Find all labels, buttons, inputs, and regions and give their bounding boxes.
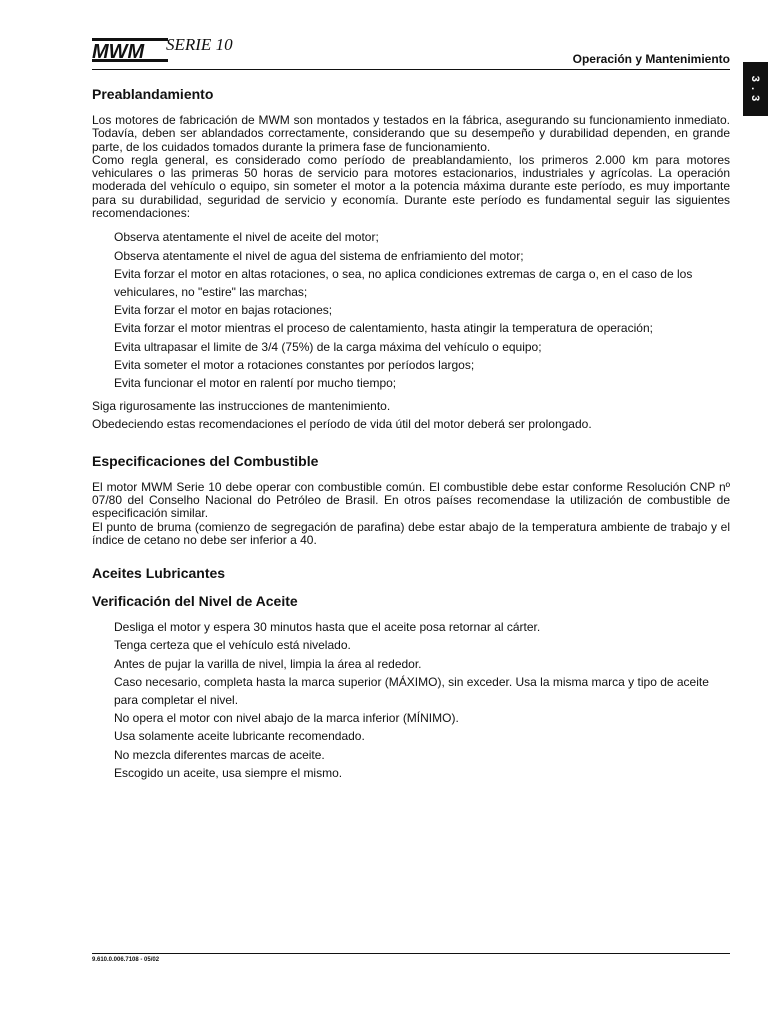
heading-verificacion: Verificación del Nivel de Aceite [92, 593, 298, 610]
list-item: Evita forzar el motor en bajas rotaciones; [114, 303, 333, 318]
list-item: Observa atentamente el nivel de aceite del motor; [114, 230, 379, 245]
list-item: Caso necesario, completa hasta la marca superior (MÁXIMO), sin exceder. Usa la misma marca y tipo de aceite para completar el nivel. [114, 674, 709, 707]
header-divider [92, 69, 730, 70]
preablandamiento-closing [92, 397, 730, 433]
list-item: Evita ultrapasar el limite de 3/4 (75%) de la carga máxima del vehículo o equipo; [114, 339, 542, 354]
list-item: No opera el motor con nivel abajo de la marca inferior (MÍNIMO). [114, 711, 459, 726]
list-item: No mezcla diferentes marcas de aceite. [114, 747, 325, 762]
preablandamiento-list [114, 228, 730, 392]
combustible-body [92, 481, 730, 547]
footer-document-code: 9.610.0.006.7108 - 05/02 [92, 957, 160, 963]
series-text: SERIE 10 [166, 35, 233, 54]
list-item: Evita forzar el motor mientras el proceso de calentamiento, hasta atingir la temperatura de operación; [114, 321, 653, 336]
footer-divider [92, 953, 730, 954]
list-item: Usa solamente aceite lubricante recomendado. [114, 729, 365, 744]
list-item: Desliga el motor y espera 30 minutos hasta que el aceite posa retornar al cárter. [114, 620, 541, 635]
closing-line: Obedeciendo estas recomendaciones el período de vida útil del motor deberá ser prolongado. [92, 417, 592, 432]
heading-preablandamiento: Preablandamiento [92, 86, 214, 102]
section-tab-label: 3 . 3 [749, 75, 762, 103]
section-tab [743, 62, 768, 116]
brand-text: MWM [92, 41, 145, 63]
combustible-paragraph: El motor MWM Serie 10 debe operar con combustible común. El combustible debe estar conforme Resolución CNP nº 07/80 del Conselho Nacional do Petróleo de Brasil. En otros países recomendase la utilización de combustible de especificación similar. [92, 479, 730, 521]
list-item: Evita someter el motor a rotaciones constantes por períodos largos; [114, 357, 475, 372]
preablandamiento-intro: Los motores de fabricación de MWM son montados y testados en la fábrica, asegurando su funcionamiento inmediato. Todavía, deben ser ablandados correctamente, considerando que su desempeño y durabilidad dependen, en grande parte, de los cuidados tomados durante la primera fase de funcionamiento. [92, 113, 730, 154]
heading-combustible: Especificaciones del Combustible [92, 452, 319, 469]
preablandamiento-intro2: Como regla general, es considerado como período de preablandamiento, los primeros 2.000 km para motores vehiculares o las primeras 50 horas de servicio para motores estacionarios, industriales y agrícolas. La operación moderada del vehículo o equipo, sin someter el motor a la potencia máxima durante este período, es muy importante para su durabilidad, seguridad de servicio y economía. Durante este período es fundamental seguir las siguientes recomendaciones: [92, 152, 730, 221]
list-item: Tenga certeza que el vehículo está nivelado. [114, 638, 351, 653]
list-item: Evita forzar el motor en altas rotaciones, o sea, no aplica condiciones extremas de carga o, en el caso de los vehiculares, no "estire" las marchas; [114, 266, 693, 299]
header-title: Operación y Mantenimiento [572, 52, 730, 66]
verificacion-list [114, 618, 730, 782]
page-content [92, 80, 730, 782]
combustible-paragraph: El punto de bruma (comienzo de segregación de parafina) debe estar abajo de la temperatura ambiente de trabajo y el índice de cetano no debe ser inferior a 40. [92, 519, 730, 547]
heading-aceites: Aceites Lubricantes [92, 565, 226, 582]
closing-line: Siga rigurosamente las instrucciones de mantenimiento. [92, 399, 391, 414]
list-item: Evita funcionar el motor en ralentí por mucho tiempo; [114, 376, 397, 390]
mwm-serie-10-logo [92, 34, 270, 66]
list-item: Antes de pujar la varilla de nivel, limpia la área al rededor. [114, 656, 422, 671]
list-item: Observa atentamente el nivel de agua del sistema de enfriamiento del motor; [114, 248, 524, 263]
list-item: Escogido un aceite, usa siempre el mismo. [114, 765, 343, 780]
preablandamiento-body [92, 114, 730, 220]
